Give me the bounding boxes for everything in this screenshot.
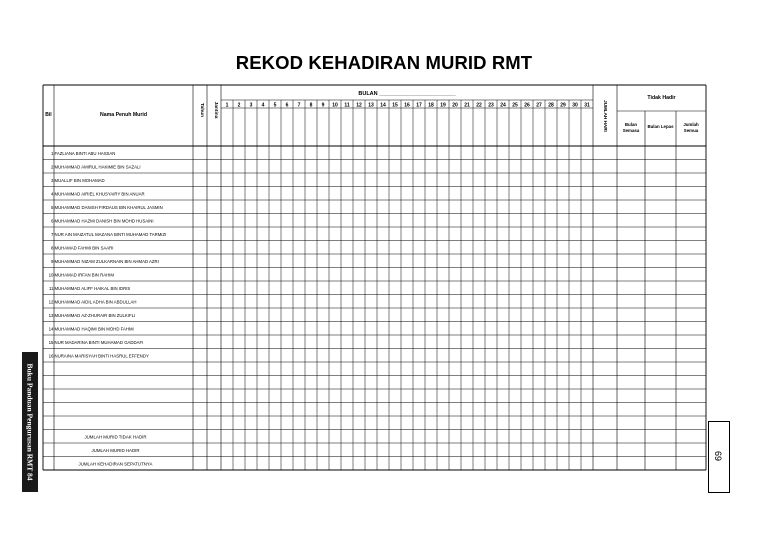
- header-bil: Bil: [45, 112, 52, 118]
- student-name: MUHAMAD FAHMI BIN SAARI: [54, 245, 114, 251]
- day-number: 26: [524, 102, 530, 109]
- header-tidak-hadir: Tidak Hadir: [647, 95, 676, 101]
- day-number: 9: [321, 102, 325, 109]
- day-number: 3: [249, 102, 253, 109]
- student-bil: 8: [51, 245, 54, 251]
- header-jumlah-semua: Jumlah: [683, 122, 699, 127]
- student-name: MUHAMMAD HAQIMI BIN MOHD FAHMI: [54, 326, 134, 332]
- day-number: 17: [416, 102, 422, 109]
- student-name: MUHAMMAD NIZAM ZULKARNAIN BIN AHMAD AZRI: [54, 258, 159, 264]
- day-number: 22: [476, 102, 482, 109]
- day-number: 29: [560, 102, 566, 109]
- header-jantina: Jantina: [213, 101, 218, 119]
- summary-label: JUMLAH MURID HADIR: [91, 447, 140, 453]
- day-number: 5: [273, 102, 277, 109]
- day-number: 21: [464, 102, 470, 109]
- day-number: 18: [428, 102, 434, 109]
- summary-label: JUMLAH MURID TIDAK HADIR: [84, 434, 147, 440]
- header-jumlah-hari: JUMLAH HARI: [603, 100, 608, 132]
- day-number: 19: [440, 102, 446, 109]
- student-name: NUR MADARINA BINTI MUHAMAD GADDAFI: [54, 339, 144, 345]
- student-bil: 10: [48, 272, 54, 278]
- student-name: FAZLIANA BINTI ABU HASSAN: [54, 150, 116, 156]
- header-nama: Nama Penuh Murid: [100, 112, 147, 118]
- student-name: MUHAMMAD HAZMI DANISH BIN MOHD HUSAINI: [54, 218, 154, 224]
- page-title: REKOD KEHADIRAN MURID RMT: [235, 52, 533, 73]
- side-caption: Buku Panduan Pengurusan RMT 84: [25, 363, 35, 481]
- day-number: 4: [261, 102, 265, 109]
- day-number: 8: [309, 102, 313, 109]
- student-name: MUALLIF BIN MOHAMAD: [54, 177, 105, 183]
- day-number: 28: [548, 102, 554, 109]
- student-bil: 2: [51, 164, 54, 170]
- day-number: 27: [536, 102, 542, 109]
- header-bulan-semasa: Bulan: [624, 122, 638, 127]
- student-bil: 14: [48, 326, 54, 332]
- student-name: MUHAMAD IRFAN BIN RAHIM: [54, 272, 114, 278]
- student-name: MUHAMMAD AZ-ZHURAIR BIN ZULKIFLI: [54, 312, 136, 318]
- student-bil: 12: [48, 299, 54, 305]
- student-name: MUHAMMAD ALIFF HAIKAL BIN IDRIS: [54, 285, 131, 291]
- student-bil: 11: [48, 285, 54, 291]
- student-name: MUHAMMAD AIDIL ADHA BIN ABDULLAH: [54, 299, 137, 305]
- day-number: 10: [332, 102, 338, 109]
- day-number: 11: [344, 102, 350, 109]
- day-number: 6: [285, 102, 289, 109]
- student-name: NURAINA MARISYAH BINTI HASRUL EFFENDY: [54, 353, 149, 359]
- student-name: NUR AIN MAIZATUL MAZANA BINTI MUHAMAD TARMIZI: [54, 231, 167, 237]
- day-number: 13: [368, 102, 374, 109]
- student-bil: 5: [51, 204, 54, 210]
- day-number: 25: [512, 102, 518, 109]
- header-bulan-semasa: Semasa: [622, 128, 640, 133]
- student-bil: 4: [51, 191, 54, 197]
- student-bil: 13: [48, 312, 54, 318]
- page-number: 69: [713, 450, 723, 462]
- day-number: 15: [392, 102, 398, 109]
- header-jumlah-semua: Semua: [683, 128, 699, 133]
- student-name: MUHAMMAD AMIRUL HAKIMIE BIN SAZALI: [54, 164, 141, 170]
- header-tahun: Tahun: [199, 102, 204, 118]
- day-number: 14: [380, 102, 386, 109]
- header-bulan-lepas: Bulan Lepas: [647, 124, 674, 129]
- student-name: MUHAMMAD AIRIEL KHUSYAIRY BIN ANUAR: [54, 191, 145, 197]
- day-number: 1: [225, 102, 229, 109]
- day-number: 24: [500, 102, 506, 109]
- summary-label: JUMLAH KEHADIRAN SEPATUTNYA: [78, 461, 153, 467]
- month-label: BULAN _________________________: [358, 91, 456, 97]
- student-bil: 9: [51, 258, 54, 264]
- day-number: 16: [404, 102, 410, 109]
- student-bil: 7: [51, 231, 54, 237]
- student-name: MUHAMMAD DANISH FIRDAUS BIN KHAIRUL JASMIN: [54, 204, 163, 210]
- student-bil: 1: [51, 150, 54, 156]
- student-bil: 16: [48, 353, 54, 359]
- student-bil: 15: [48, 339, 54, 345]
- student-bil: 3: [51, 177, 54, 183]
- day-number: 30: [572, 102, 578, 109]
- day-number: 7: [297, 102, 301, 109]
- day-number: 12: [356, 102, 362, 109]
- day-number: 20: [452, 102, 458, 109]
- day-number: 2: [237, 102, 241, 109]
- day-number: 31: [584, 102, 590, 109]
- day-number: 23: [488, 102, 494, 109]
- student-bil: 6: [51, 218, 54, 224]
